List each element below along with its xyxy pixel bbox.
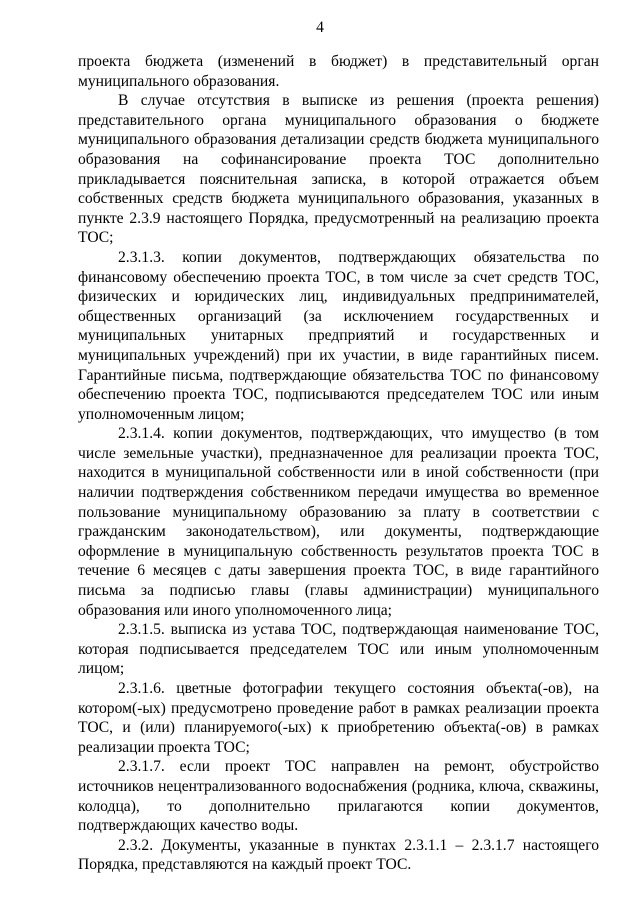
paragraph-2-3-1-6: 2.3.1.6. цветные фотографии текущего состояния объекта(-ов), на котором(-ых) предусмотрено проведение работ в рамках реализации проекта ТОС, и (или) планируемого(-ых) к приобретению объекта(-ов) в рамках реализации проекта ТОС;: [78, 680, 599, 756]
paragraph-2-3-1-5: 2.3.1.5. выписка из устава ТОС, подтверждающая наименование ТОС, которая подписывается председателем ТОС или иным уполномоченным лицом;: [78, 621, 599, 678]
paragraph-budget-note: В случае отсутствия в выписке из решения (проекта решения) представительного органа муниципального образования о бюджете муниципального образования детализации средств бюджета муниципального образования на софинансирование проекта ТОС дополнительно прикладывается пояснительная записка, в которой отражается объем собственных средств бюджета муниципального образования, указанных в пункте 2.3.9 настоящего Порядка, предусмотренный на реализацию проекта ТОС;: [78, 92, 599, 247]
document-body: [78, 52, 599, 875]
paragraph-continuation: проекта бюджета (изменений в бюджет) в представительный орган муниципального образования.: [78, 53, 599, 90]
paragraph-2-3-1-7: 2.3.1.7. если проект ТОС направлен на ремонт, обустройство источников нецентрализованного водоснабжения (родника, ключа, скважины, колодца), то дополнительно прилагаются копии документов, подтверждающих качество воды.: [78, 758, 599, 835]
page-number: 4: [316, 19, 324, 36]
paragraph-2-3-1-4: 2.3.1.4. копии документов, подтверждающих, что имущество (в том числе земельные участки), предназначенное для реализации проекта ТОС, находится в муниципальной собственности или в иной собственности (при наличии подтверждения собственником передачи имущества во временное пользование муниципальному образованию за плату в соответствии с гражданским законодательством), или документы, подтверждающие оформление в муниципальную собственность результатов проекта ТОС в течение 6 месяцев с даты завершения проекта ТОС, в виде гарантийного письма за подписью главы (главы администрации) муниципального образования или иного уполномоченного лица;: [78, 425, 599, 619]
paragraph-2-3-2: 2.3.2. Документы, указанные в пунктах 2.3.1.1 – 2.3.1.7 настоящего Порядка, представляются на каждый проект ТОС.: [78, 836, 599, 874]
paragraph-2-3-1-3: 2.3.1.3. копии документов, подтверждающих обязательства по финансовому обеспечению проекта ТОС, в том числе за счет средств ТОС, физических и юридических лиц, индивидуальных предпринимателей, общественных организаций (за исключением государственных и муниципальных унитарных предприятий и государственных и муниципальных учреждений) при их участии, в виде гарантийных писем. Гарантийные письма, подтверждающие обязательства ТОС по финансовому обеспечению проекта ТОС, подписываются председателем ТОС или иным уполномоченным лицом;: [78, 248, 599, 423]
